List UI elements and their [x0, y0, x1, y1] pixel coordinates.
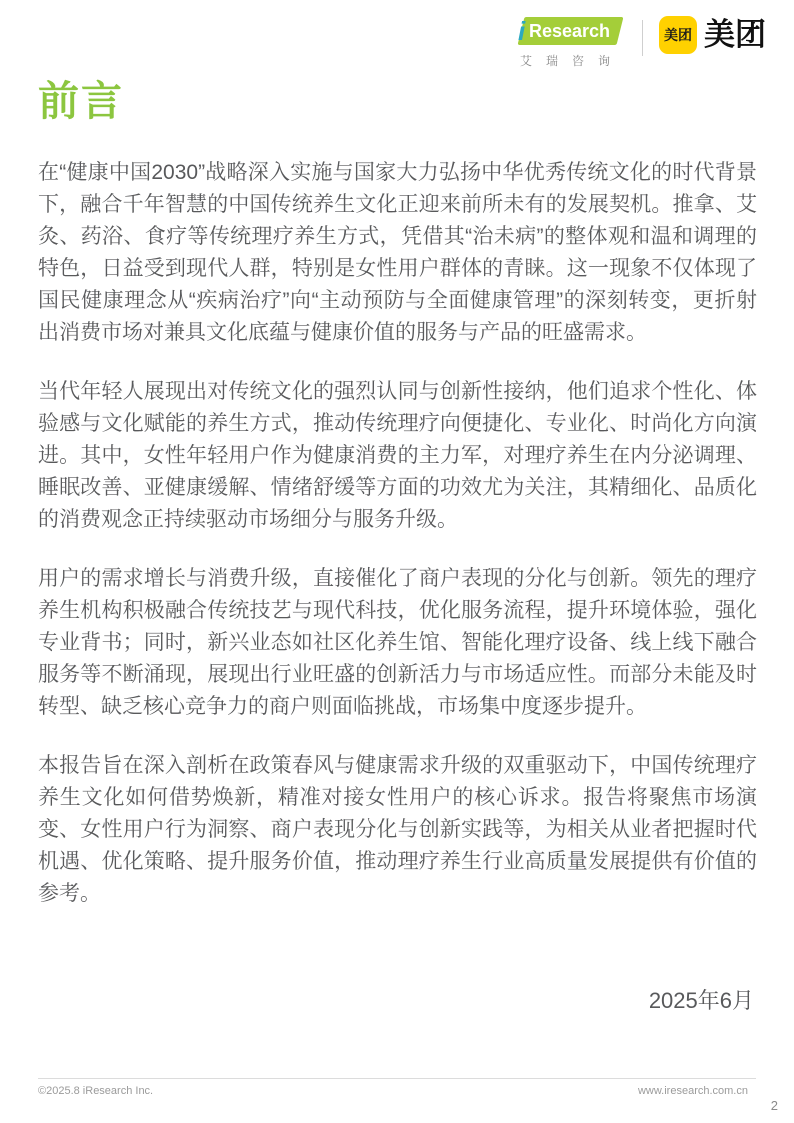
iresearch-plate: [518, 17, 624, 45]
meituan-wordmark: 美团: [704, 17, 766, 52]
footer-copyright: ©2025.8 iResearch Inc.: [38, 1085, 154, 1097]
meituan-logo: [659, 16, 766, 54]
paragraph-4: 本报告旨在深入剖析在政策春风与健康需求升级的双重驱动下，中国传统理疗养生文化如何借势焕新，精准对接女性用户的核心诉求。报告将聚焦市场演变、女性用户行为洞察、商户表现分化与创新实践等，为相关从业者把握时代机遇、优化策略、提升服务价值，推动理疗养生行业高质量发展提供有价值的参考。: [38, 754, 757, 905]
iresearch-i-icon: i: [517, 16, 526, 46]
paragraph-3: 用户的需求增长与消费升级，直接催化了商户表现的分化与创新。领先的理疗养生机构积极融合传统技艺与现代科技，优化服务流程，提升环境体验，强化专业背书；同时，新兴业态如社区化养生馆、智能化理疗设备、线上线下融合服务等不断涌现，展现出行业旺盛的创新活力与市场适应性。而部分未能及时转型、缺乏核心竞争力的商户则面临挑战，市场集中度逐步提升。: [38, 567, 757, 718]
iresearch-wordmark-text: Research: [529, 21, 611, 41]
footer-divider: [38, 1078, 756, 1079]
report-date: 2025年6月: [648, 988, 754, 1013]
meituan-badge-icon: 美团: [659, 16, 697, 54]
paragraph-2: 当代年轻人展现出对传统文化的强烈认同与创新性接纳，他们追求个性化、体验感与文化赋能的养生方式，推动传统理疗向便捷化、专业化、时尚化方向演进。其中，女性年轻用户作为健康消费的主力军，对理疗养生在内分泌调理、睡眠改善、亚健康缓解、情绪舒缓等方面的功效尤为关注，其精细化、品质化的消费观念正持续驱动市场细分与服务升级。: [38, 380, 757, 531]
iresearch-cn-name: 艾瑞咨询: [519, 54, 624, 68]
page-number: 2: [770, 1098, 778, 1113]
iresearch-logo: [518, 16, 624, 69]
iresearch-wordmark: [518, 16, 624, 46]
paragraph-1: 在“健康中国2030”战略深入实施与国家大力弘扬中华优秀传统文化的时代背景下，融合千年智慧的中国传统养生文化正迎来前所未有的发展契机。推拿、艾灸、药浴、食疗等传统理疗养生方式，凭借其“治未病”的整体观和温和调理的特色，日益受到现代人群，特别是女性用户群体的青睐。这一现象不仅体现了国民健康理念从“疾病治疗”向“主动预防与全面健康管理”的深刻转变，更折射出消费市场对兼具文化底蕴与健康价值的服务与产品的旺盛需求。: [38, 161, 757, 344]
brand-divider: [642, 20, 643, 56]
brand-bar: [518, 16, 766, 69]
page-title: 前言: [38, 78, 124, 124]
footer-website-link[interactable]: www.iresearch.com.cn: [637, 1085, 748, 1097]
preface-content: [38, 157, 757, 937]
